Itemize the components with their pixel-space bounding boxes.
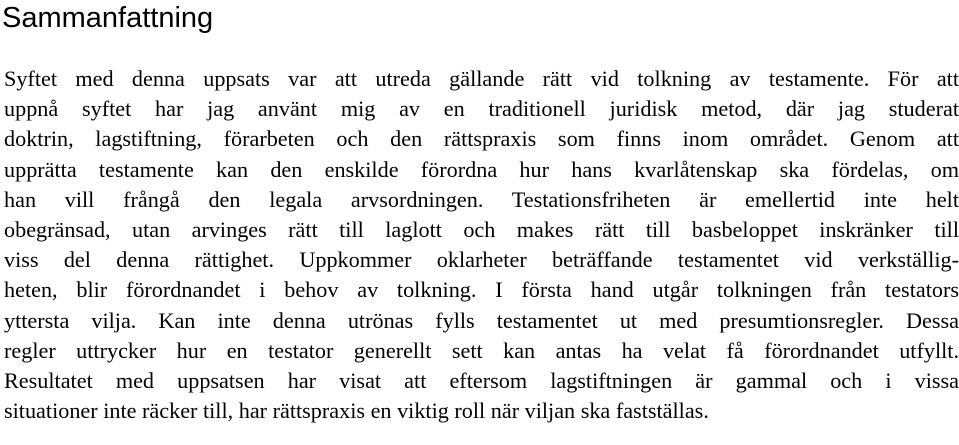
summary-paragraph (4, 64, 959, 426)
paragraph-line: regler uttrycker hur en testator generellt sett kan antas ha velat få förordnandet utfyllt. (4, 337, 959, 363)
paragraph-line: situationer inte räcker till, har rättspraxis en viktig roll när viljan ska fastställas. (4, 398, 709, 424)
page-title: Sammanfattning (2, 2, 214, 34)
paragraph-line: obegränsad, utan arvinges rätt till laglott och makes rätt till basbeloppet inskränker till (4, 217, 959, 243)
paragraph-line: upprätta testamente kan den enskilde förordna hur hans kvarlåtenskap ska fördelas, om (4, 156, 959, 182)
paragraph-line: han vill frångå den legala arvsordningen. Testationsfriheten är emellertid inte helt (4, 186, 959, 212)
paragraph-line: Resultatet med uppsatsen har visat att eftersom lagstiftningen är gammal och i vissa (4, 368, 959, 394)
paragraph-line: heten, blir förordnandet i behov av tolkning. I första hand utgår tolkningen från testators (4, 277, 959, 303)
paragraph-line: yttersta vilja. Kan inte denna utrönas fylls testamentet ut med presumtionsregler. Dessa (4, 307, 959, 333)
paragraph-line: uppnå syftet har jag använt mig av en traditionell juridisk metod, där jag studerat (4, 96, 959, 122)
paragraph-line: doktrin, lagstiftning, förarbeten och den rättspraxis som finns inom området. Genom att (4, 126, 959, 152)
paragraph-line: viss del denna rättighet. Uppkommer oklarheter beträffande testamentet vid verkställig- (4, 247, 959, 273)
paragraph-line: Syftet med denna uppsats var att utreda gällande rätt vid tolkning av testamente. För att (4, 66, 959, 91)
